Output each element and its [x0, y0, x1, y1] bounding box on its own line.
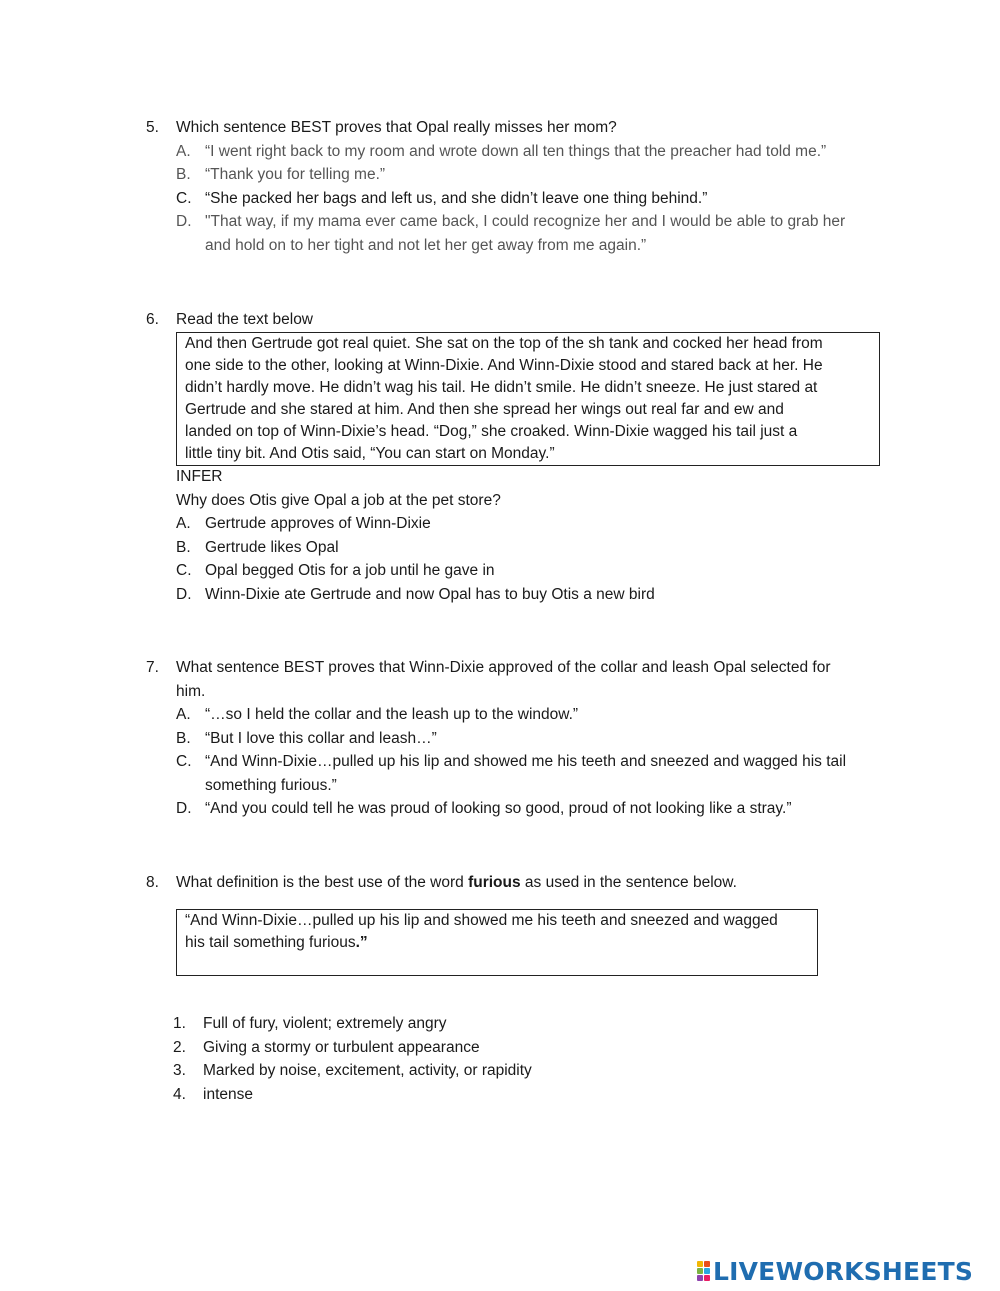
option-text: “But I love this collar and leash…”	[205, 729, 437, 747]
logo-block	[704, 1261, 710, 1267]
logo-block	[704, 1275, 710, 1281]
question-5	[146, 116, 896, 257]
definition-text: Giving a stormy or turbulent appearance	[203, 1038, 480, 1056]
option-text: “She packed her bags and left us, and she didn’t leave one thing behind.”	[205, 189, 708, 207]
option-text: "That way, if my mama ever came back, I could recognize her and I would be able to grab her	[205, 213, 846, 230]
logo-block	[697, 1268, 703, 1274]
option-text: “I went right back to my room and wrote down all ten things that the preacher had told me.”	[205, 142, 827, 160]
passage-line: one side to the other, looking at Winn-Dixie. And Winn-Dixie stood and stared back at her. He	[185, 357, 823, 374]
option-letter: A.	[176, 142, 191, 160]
question-number: 5.	[146, 119, 159, 136]
option-letter: D.	[176, 213, 192, 230]
question-text: Which sentence BEST proves that Opal really misses her mom?	[176, 119, 617, 136]
quote-line-end: .”	[355, 934, 368, 951]
logo-text: LIVEWORKSHEETS	[713, 1256, 974, 1286]
question-number: 6.	[146, 311, 159, 328]
definition-number: 4.	[173, 1085, 186, 1103]
question-text	[176, 871, 737, 895]
quote-box	[176, 909, 818, 976]
skill-label: INFER	[176, 468, 223, 485]
definition-3[interactable]	[146, 1059, 896, 1083]
option-letter: D.	[176, 800, 192, 817]
question-8	[146, 871, 896, 895]
option-c[interactable]	[146, 559, 896, 583]
quote-line: “And Winn-Dixie…pulled up his lip and showed me his teeth and sneezed and wagged	[185, 912, 778, 929]
option-text: “And Winn-Dixie…pulled up his lip and showed me his teeth and sneezed and wagged his tail	[205, 753, 847, 770]
question-number: 7.	[146, 659, 159, 676]
passage-line: And then Gertrude got real quiet. She sat on the top of the sh tank and cocked her head from	[185, 335, 823, 352]
definition-list	[146, 1012, 896, 1106]
option-b[interactable]	[146, 727, 896, 751]
option-letter: A.	[176, 706, 191, 723]
passage-line: landed on top of Winn-Dixie’s head. “Dog,” she croaked. Winn-Dixie wagged his tail just a	[185, 423, 798, 440]
option-text: Gertrude likes Opal	[205, 538, 339, 556]
option-text-continued: something furious.”	[205, 776, 337, 794]
definition-text: Full of fury, violent; extremely angry	[203, 1015, 447, 1032]
definition-text: Marked by noise, excitement, activity, or rapidity	[203, 1062, 532, 1079]
definition-number: 3.	[173, 1062, 186, 1079]
logo-block	[704, 1268, 710, 1274]
question-text-continued: him.	[176, 682, 206, 700]
definition-4[interactable]	[146, 1083, 896, 1107]
passage-line: little tiny bit. And Otis said, “You can start on Monday.”	[185, 445, 555, 462]
logo-blocks-icon	[697, 1261, 710, 1281]
question-6	[146, 308, 896, 332]
definition-1[interactable]	[146, 1012, 896, 1036]
option-text: Gertrude approves of Winn-Dixie	[205, 515, 431, 532]
logo-block	[697, 1275, 703, 1281]
option-c[interactable]	[146, 187, 896, 211]
logo-block	[697, 1261, 703, 1267]
question-7	[146, 656, 896, 821]
question-6-body	[146, 465, 896, 606]
option-letter: C.	[176, 189, 192, 207]
passage-box	[176, 332, 880, 466]
option-letter: C.	[176, 562, 192, 579]
definition-text: intense	[203, 1085, 253, 1103]
question-intro: Read the text below	[176, 311, 314, 328]
definition-number: 2.	[173, 1038, 186, 1056]
option-text: “…so I held the collar and the leash up to the window.”	[205, 706, 579, 723]
option-d[interactable]	[146, 797, 896, 821]
quote-line-text: his tail something furious	[185, 934, 356, 951]
option-text: “And you could tell he was proud of looking so good, proud of not looking like a stray.”	[205, 800, 792, 817]
definition-number: 1.	[173, 1015, 186, 1032]
option-b[interactable]	[146, 536, 896, 560]
keyword: furious	[468, 874, 521, 891]
option-a[interactable]	[146, 512, 896, 536]
option-letter: B.	[176, 729, 191, 747]
option-letter: A.	[176, 515, 191, 532]
option-d[interactable]	[146, 210, 896, 234]
option-letter: D.	[176, 585, 192, 603]
passage-line: Gertrude and she stared at him. And then she spread her wings out real far and ew and	[185, 401, 784, 418]
question-number: 8.	[146, 874, 159, 891]
definition-2[interactable]	[146, 1036, 896, 1060]
option-c[interactable]	[146, 750, 896, 774]
option-text: “Thank you for telling me.”	[205, 166, 386, 183]
option-letter: C.	[176, 753, 192, 770]
question-text: Why does Otis give Opal a job at the pet store?	[176, 491, 501, 509]
question-text: What sentence BEST proves that Winn-Dixie approved of the collar and leash Opal selected for	[176, 659, 831, 676]
option-text-continued: and hold on to her tight and not let her get away from me again.”	[205, 236, 647, 254]
liveworksheets-logo[interactable]	[697, 1256, 973, 1286]
quote-line	[185, 932, 809, 954]
passage-line: didn’t hardly move. He didn’t wag his tail. He didn’t smile. He didn’t sneeze. He just stared at	[185, 379, 818, 396]
question-text-after: as used in the sentence below.	[520, 874, 737, 891]
option-a[interactable]	[146, 703, 896, 727]
question-text-before: What definition is the best use of the word	[176, 874, 469, 891]
option-letter: B.	[176, 538, 191, 556]
option-b[interactable]	[146, 163, 896, 187]
option-text: Opal begged Otis for a job until he gave in	[205, 562, 495, 579]
option-text: Winn-Dixie ate Gertrude and now Opal has to buy Otis a new bird	[205, 585, 655, 603]
option-letter: B.	[176, 166, 191, 183]
option-d[interactable]	[146, 583, 896, 607]
option-a[interactable]	[146, 140, 896, 164]
